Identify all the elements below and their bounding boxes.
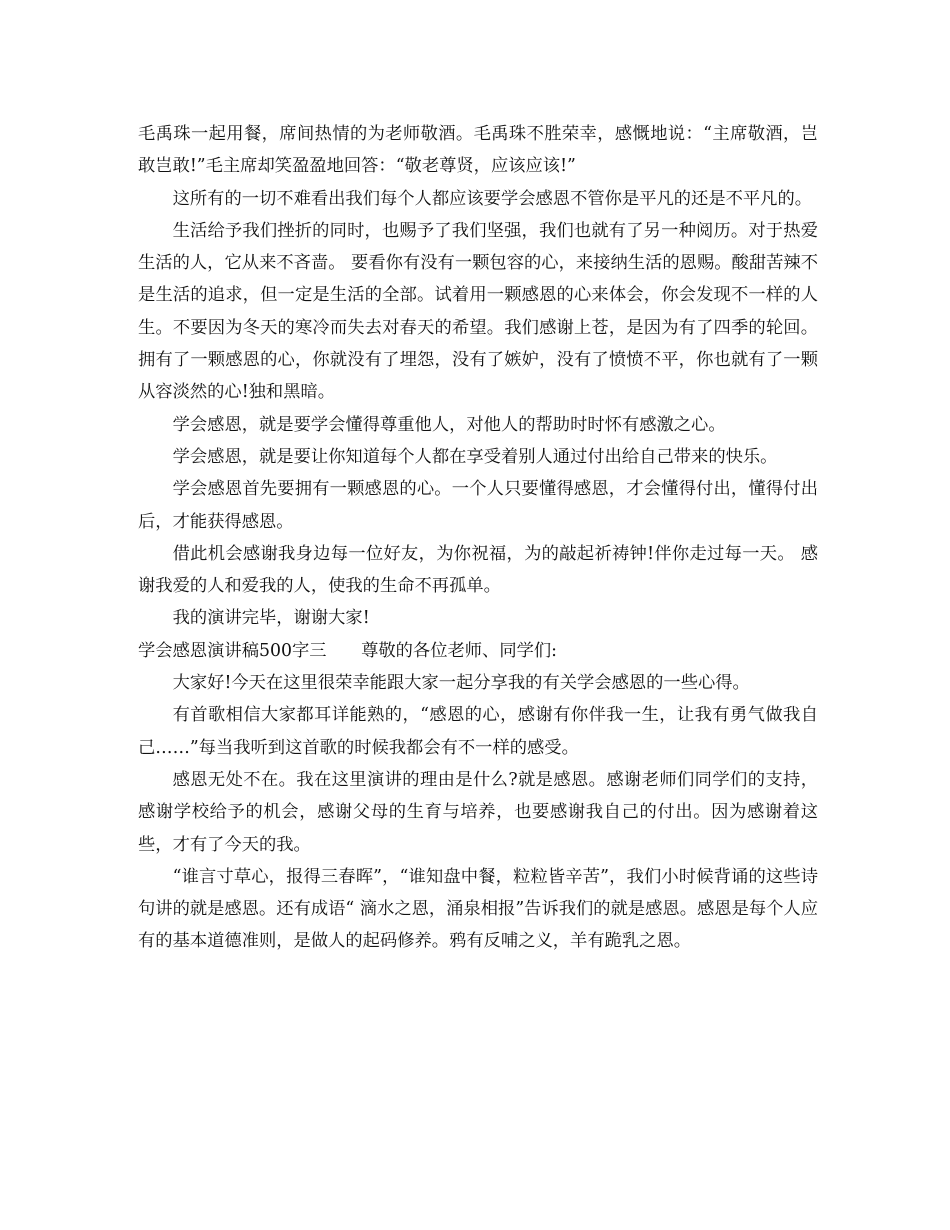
paragraph: 大家好!今天在这里很荣幸能跟大家一起分享我的有关学会感恩的一些心得。 (172, 673, 750, 694)
paragraph: 感恩无处不在。我在这里演讲的理由是什么?就是感恩。感谢老师们同学们的支持，感谢学校给予的机会，感谢父母的生育与培养，也要感谢我自己的付出。因为感谢着这些，才有了今天的我。 (138, 769, 818, 855)
section-heading: 学会感恩演讲稿500字三 尊敬的各位老师、同学们: (138, 640, 557, 661)
paragraph: 我的演讲完毕，谢谢大家! (172, 608, 370, 629)
paragraph: 生活给予我们挫折的同时，也赐予了我们坚强，我们也就有了另一种阅历。对于热爱生活的人，它从来不吝啬。 要看你有没有一颗包容的心，来接纳生活的恩赐。酸甜苦辣不是生活的追求，但一定是生活的全部。试着用一颗感恩的心来体会，你会发现不一样的人生。不要因为冬天的寒冷而失去对春天的希望。我们感谢上苍，是因为有了四季的轮回。拥有了一颗感恩的心，你就没有了埋怨，没有了嫉妒，没有了愤愤不平，你也就有了一颗从容淡然的心!独和黑暗。 (138, 220, 818, 403)
paragraph: 这所有的一切不难看出我们每个人都应该要学会感恩不管你是平凡的还是不平凡的。 (172, 188, 813, 209)
paragraph: “谁言寸草心，报得三春晖”，“谁知盘中餐，粒粒皆辛苦”，我们小时候背诵的这些诗句讲的就是感恩。还有成语“ 滴水之恩，涌泉相报”告诉我们的就是感恩。感恩是每个人应有的基本道德准则，是做人的起码修养。鸦有反哺之义，羊有跪乳之恩。 (138, 866, 818, 952)
paragraph: 学会感恩，就是要让你知道每个人都在享受着别人通过付出给自己带来的快乐。 (172, 446, 778, 467)
paragraph-continued: 毛禹珠一起用餐，席间热情的为老师敬酒。毛禹珠不胜荣幸，感慨地说：“主席敬酒，岂敢岂敢!”毛主席却笑盈盈地回答：“敬老尊贤，应该应该!” (138, 124, 818, 177)
paragraph: 有首歌相信大家都耳详能熟的，“感恩的心，感谢有你伴我一生，让我有勇气做我自己……”每当我听到这首歌的时候我都会有不一样的感受。 (138, 705, 818, 758)
paragraph: 借此机会感谢我身边每一位好友，为你祝福，为的敲起祈祷钟!伴你走过每一天。 感谢我爱的人和爱我的人，使我的生命不再孤单。 (138, 543, 818, 597)
document-body (138, 118, 818, 958)
paragraph: 学会感恩首先要拥有一颗感恩的心。一个人只要懂得感恩，才会懂得付出，懂得付出后，才能获得感恩。 (138, 479, 818, 532)
paragraph: 学会感恩，就是要学会懂得尊重他人，对他人的帮助时时怀有感激之心。 (172, 414, 726, 435)
